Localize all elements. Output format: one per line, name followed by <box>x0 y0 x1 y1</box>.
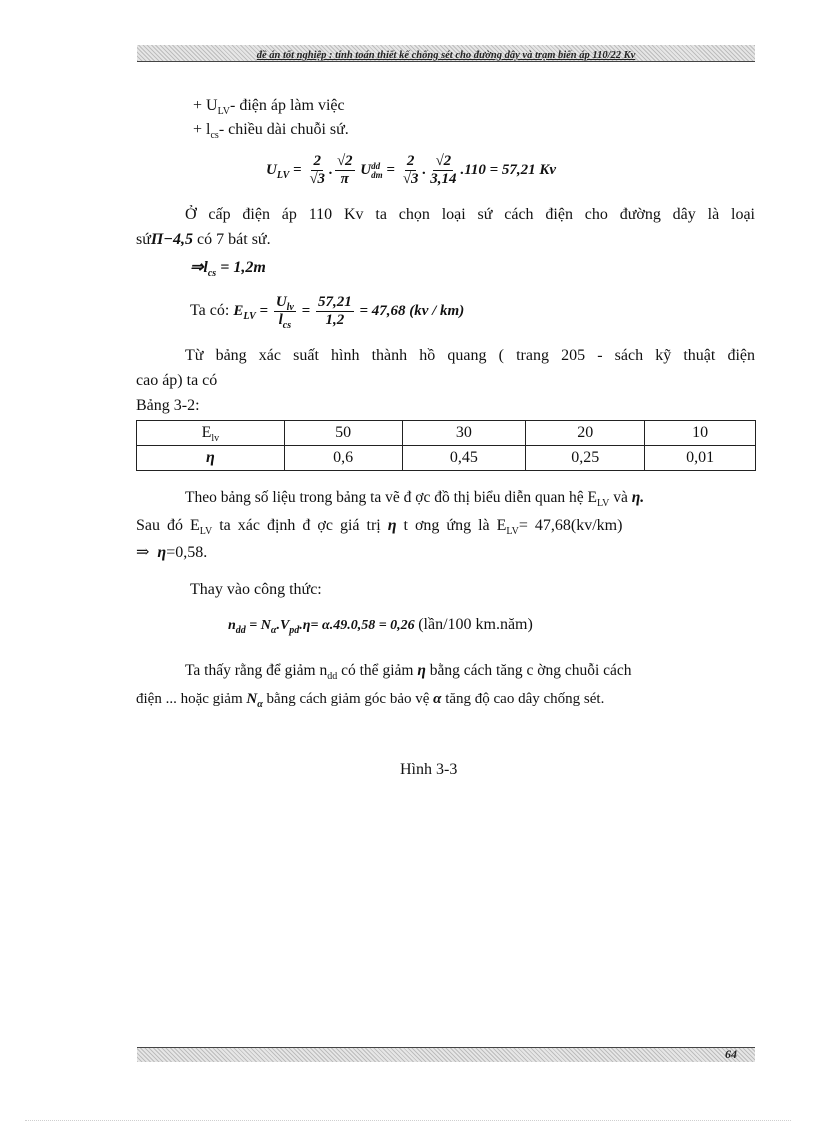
table-caption: Bảng 3-2: <box>136 397 200 414</box>
text: t ơng ứng là E <box>403 517 507 534</box>
unit-text: (lần/100 km.năm) <box>418 616 533 633</box>
table-cell-label <box>137 421 285 446</box>
definition-line-lcs <box>193 120 349 140</box>
math: П−4,5 <box>150 231 194 248</box>
math: = <box>259 303 269 319</box>
figure-caption: Hình 3-3 <box>400 761 458 778</box>
subscript: LV <box>243 311 256 322</box>
text: - điện áp làm việc <box>230 97 345 114</box>
superscript: dd <box>371 160 381 171</box>
text: + U <box>193 97 218 114</box>
math: U <box>266 162 277 178</box>
header-text: đề án tốt nghiệp : tính toán thiết kế chống sét cho đường dây và trạm biến áp 110/22 Kv <box>256 50 636 61</box>
text: + l <box>193 121 211 138</box>
subscript: dm <box>371 169 383 180</box>
text: bằng cách tăng c ờng chuỗi cách <box>429 662 632 679</box>
paragraph-conclusion-line2 <box>136 689 604 709</box>
paragraph-graph-line1 <box>185 488 644 508</box>
math: . <box>329 162 333 178</box>
page-number: 64 <box>725 1047 737 1061</box>
math: n <box>228 618 236 633</box>
subscript: LV <box>217 106 230 118</box>
math: = α.49.0,58 = 0,26 <box>310 618 415 633</box>
paragraph-graph-line3 <box>136 543 207 563</box>
math: α <box>433 691 442 707</box>
implies-symbol: ⇒ <box>190 259 204 276</box>
math: E <box>233 303 244 319</box>
text: Sau đó E <box>136 517 200 534</box>
table-cell: 50 <box>284 421 402 446</box>
formula-elv <box>190 290 464 332</box>
math: N <box>260 618 271 633</box>
subscript: cs <box>207 268 217 280</box>
table-cell: 20 <box>526 421 645 446</box>
page-edge-divider <box>25 1120 791 1121</box>
table-cell: 0,01 <box>645 446 756 471</box>
table-row <box>137 421 756 446</box>
subscript: pd <box>289 624 300 636</box>
math <box>233 294 465 332</box>
denominator <box>277 312 294 332</box>
math: = <box>293 162 302 178</box>
math: η <box>417 662 426 679</box>
subscript: LV <box>506 526 519 538</box>
text: tăng độ cao dây chống sét. <box>445 691 605 707</box>
subscript: LV <box>276 170 290 181</box>
paragraph-reference-line2: cao áp) ta có <box>136 372 218 389</box>
math: .V <box>276 618 290 633</box>
table-cell-label: η <box>137 446 285 471</box>
paragraph-insulator-line2 <box>136 230 271 250</box>
math: = <box>249 618 258 633</box>
table-cell: 10 <box>645 421 756 446</box>
subscript: dd <box>327 671 338 683</box>
formula-lcs <box>190 258 266 278</box>
text: và <box>613 489 628 506</box>
formula-ndd <box>228 615 533 636</box>
subscript: LV <box>199 526 213 538</box>
definition-line-ulv <box>193 96 345 116</box>
formula-ulv <box>266 150 556 190</box>
table-cell: 0,6 <box>284 446 402 471</box>
text: - chiều dài chuỗi sứ. <box>218 121 349 138</box>
subscript: lv <box>286 302 294 314</box>
math: U <box>360 162 372 178</box>
paragraph-insulator-line1: Ở cấp điện áp 110 Kv ta chọn loại sứ cách điện cho đường dây là loại <box>185 206 755 223</box>
numerator <box>274 294 296 312</box>
text: ta xác định đ ợc giá trị <box>219 517 381 534</box>
table-cell: 30 <box>402 421 526 446</box>
text: bằng cách giảm góc bảo vệ <box>266 691 430 707</box>
denominator: √3 <box>402 171 419 188</box>
text: sứ <box>136 231 151 248</box>
fraction <box>401 153 421 188</box>
fraction <box>316 294 354 329</box>
page-header <box>137 45 755 62</box>
math: = <box>301 303 311 319</box>
text: có 7 bát sứ. <box>197 231 271 248</box>
math <box>228 618 418 636</box>
denominator: 3,14 <box>430 171 457 188</box>
math: η. <box>631 489 645 506</box>
table-row <box>137 446 756 471</box>
text: Ta thấy rằng để giảm n <box>185 662 328 679</box>
denominator: √3 <box>309 171 326 188</box>
denominator: 1,2 <box>325 312 345 329</box>
implies-symbol: ⇒ <box>136 544 150 561</box>
math: . <box>422 162 427 178</box>
math: = 1,2m <box>220 259 266 276</box>
math: η <box>387 517 397 534</box>
math: l <box>278 312 283 329</box>
text: =0,58. <box>166 544 208 561</box>
subscript: dd <box>235 624 246 636</box>
subscript: cs <box>210 130 219 142</box>
text: điện ... hoặc giảm <box>136 691 243 707</box>
text: Theo bảng số liệu trong bảng ta vẽ đ ợc đồ thị biểu diễn quan hệ E <box>185 489 597 506</box>
text: Ta có: <box>190 302 230 319</box>
fraction <box>335 153 355 188</box>
math: .η <box>299 618 311 633</box>
subscript: cs <box>282 320 292 332</box>
probability-table <box>136 420 756 471</box>
fraction <box>274 294 296 332</box>
math: .110 = 57,21 Kv <box>460 162 557 178</box>
fraction <box>307 153 327 188</box>
paragraph-reference-line1: Từ bảng xác suất hình thành hồ quang ( trang 205 - sách kỹ thuật điện <box>185 347 755 364</box>
sup-sub-stack <box>371 162 383 180</box>
math: l <box>203 259 208 276</box>
text: có thể giảm <box>341 662 414 679</box>
numerator: 57,21 <box>317 294 352 311</box>
text: E <box>201 424 212 441</box>
subscript: LV <box>596 498 610 510</box>
subscript: α <box>257 699 263 710</box>
paragraph-graph-line2 <box>136 516 622 536</box>
table-cell: 0,45 <box>402 446 526 471</box>
numerator: √2 <box>435 153 452 170</box>
subscript: α <box>270 624 277 636</box>
numerator: 2 <box>406 153 415 170</box>
math: U <box>275 294 287 311</box>
subscript: lv <box>211 433 220 445</box>
table-cell: 0,25 <box>526 446 645 471</box>
math: η <box>157 544 167 561</box>
page-footer <box>137 1047 755 1062</box>
math: N <box>246 691 258 707</box>
math: = 47,68 (kv / km) <box>359 303 465 319</box>
paragraph-conclusion-line1 <box>185 661 632 681</box>
denominator: π <box>340 171 349 188</box>
numerator: √2 <box>336 153 353 170</box>
math: = <box>386 162 395 178</box>
paragraph-substitute: Thay vào công thức: <box>190 581 322 598</box>
numerator: 2 <box>313 153 321 170</box>
fraction <box>428 153 458 188</box>
text: = 47,68(kv/km) <box>518 517 623 534</box>
